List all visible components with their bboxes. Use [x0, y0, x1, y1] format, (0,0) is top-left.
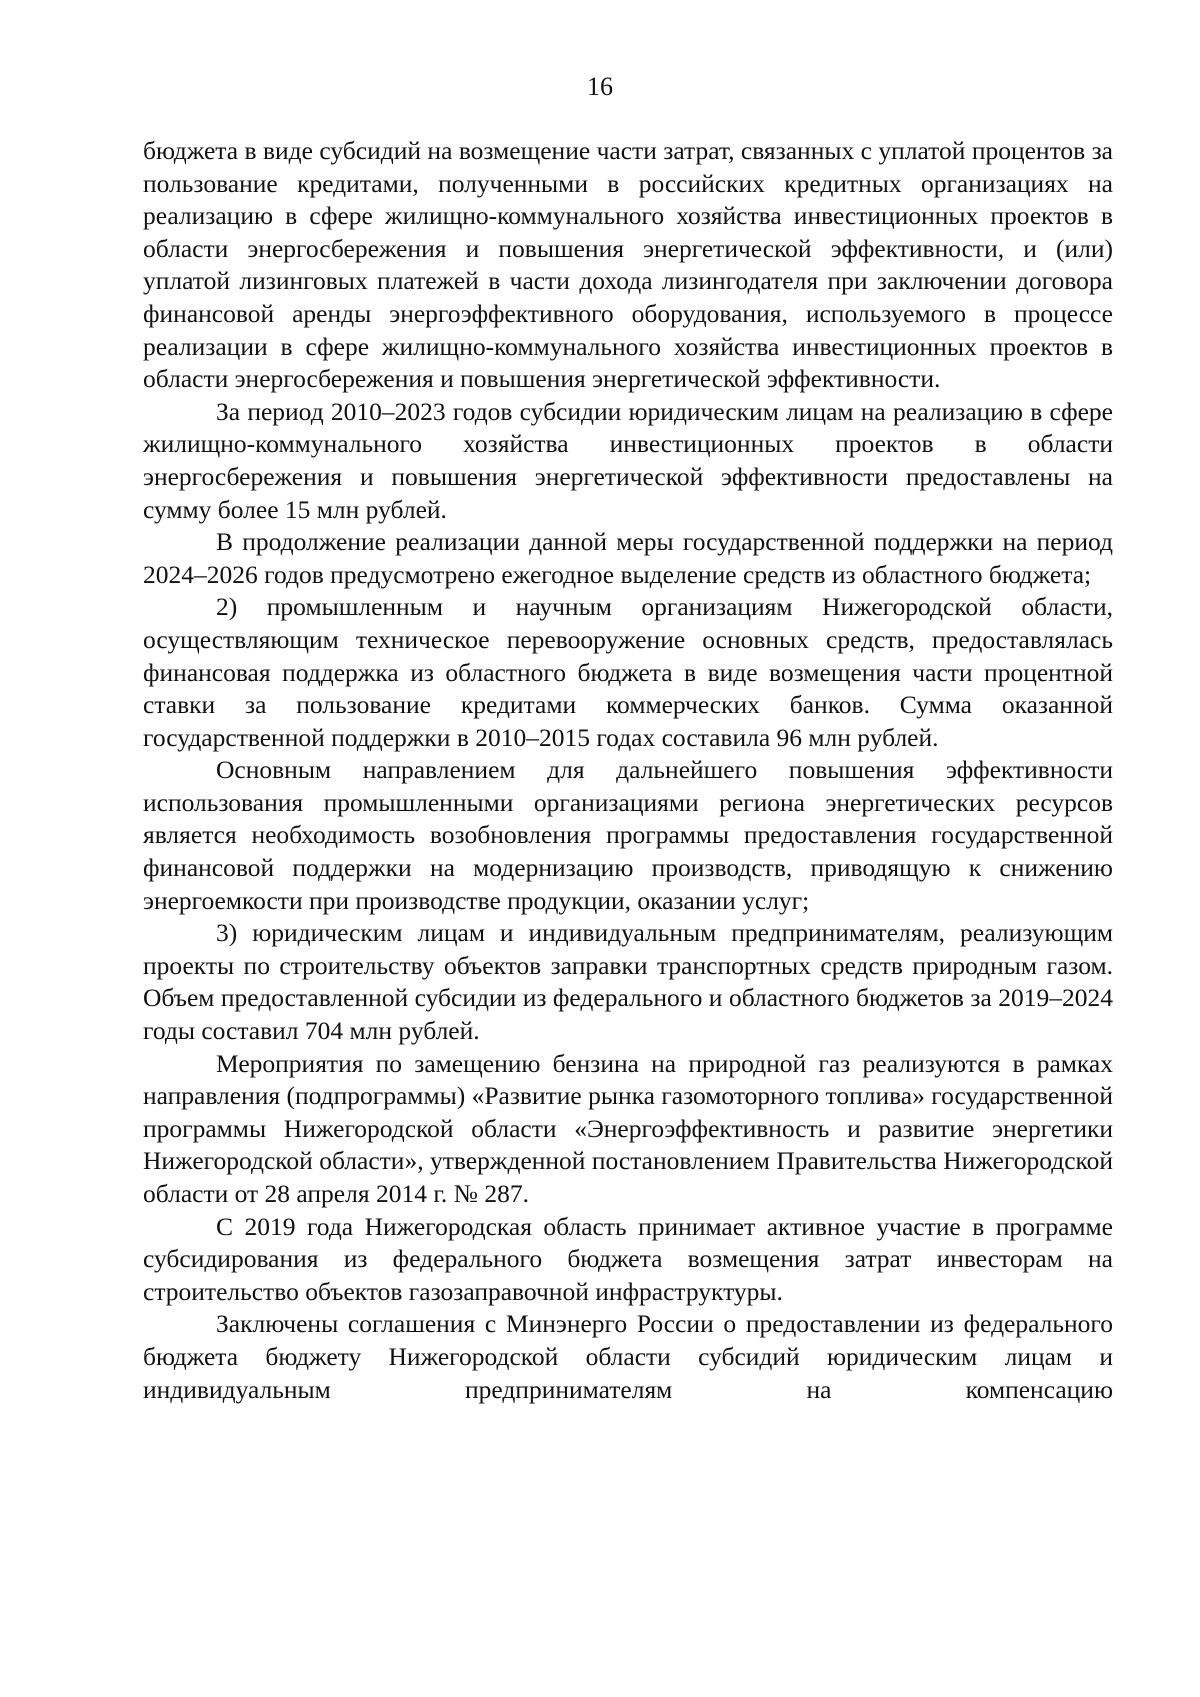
paragraph-3: В продолжение реализации данной меры государственной поддержки на период 2024–2026 годов предусмотрено ежегодное выделение средств из областного бюджета; [143, 527, 1113, 589]
paragraph-7: Мероприятия по замещению бензина на природной газ реализуются в рамках направления (подпрограммы) «Развитие рынка газомоторного топлива» государственной программы Нижегородской области «Энергоэффективность и развитие энергетики Нижегородской области», утвержденной постановлением Правительства Нижегородской области от 28 апреля 2014 г. № 287. [143, 1048, 1113, 1208]
paragraph-6: 3) юридическим лицам и индивидуальным предпринимателям, реализующим проекты по строительству объектов заправки транспортных средств природным газом. Объем предоставленной субсидии из федерального и областного бюджетов за 2019–2024 годы составил 704 млн рублей. [143, 918, 1113, 1046]
paragraph-4: 2) промышленным и научным организациям Нижегородской области, осуществляющим техническое перевооружение основных средств, предоставлялась финансовая поддержка из областного бюджета в виде возмещения части процентной ставки за пользование кредитами коммерческих банков. Сумма оказанной государственной поддержки в 2010–2015 годах составила 96 млн рублей. [143, 592, 1113, 752]
paragraph-8: С 2019 года Нижегородская область принимает активное участие в программе субсидирования из федерального бюджета возмещения затрат инвесторам на строительство объектов газозаправочной инфраструктуры. [143, 1211, 1113, 1306]
paragraph-2: За период 2010–2023 годов субсидии юридическим лицам на реализацию в сфере жилищно-коммунального хозяйства инвестиционных проектов в области энергосбережения и повышения энергетической эффективности предоставлены на сумму более 15 млн рублей. [143, 396, 1113, 524]
paragraph-1: бюджета в виде субсидий на возмещение части затрат, связанных с уплатой процентов за пользование кредитами, полученными в российских кредитных организациях на реализацию в сфере жилищно-коммунального хозяйства инвестиционных проектов в области энергосбережения и повышения энергетической эффективности, и (или) уплатой лизинговых платежей в части дохода лизингодателя при заключении договора финансовой аренды энергоэффективного оборудования, используемого в процессе реализации в сфере жилищно-коммунального хозяйства инвестиционных проектов в области энергосбережения и повышения энергетической эффективности. [143, 136, 1113, 394]
paragraph-9: Заключены соглашения с Минэнерго России о предоставлении из федерального бюджета бюджету Нижегородской области субсидий юридическим лицам и индивидуальным предпринимателям на компенсацию [143, 1309, 1113, 1404]
paragraph-5: Основным направлением для дальнейшего повышения эффективности использования промышленными организациями региона энергетических ресурсов является необходимость возобновления программы предоставления государственной финансовой поддержки на модернизацию производств, приводящую к снижению энергоемкости при производстве продукции, оказании услуг; [143, 755, 1113, 915]
page-number: 16 [587, 72, 613, 101]
document-body [143, 135, 1113, 1406]
